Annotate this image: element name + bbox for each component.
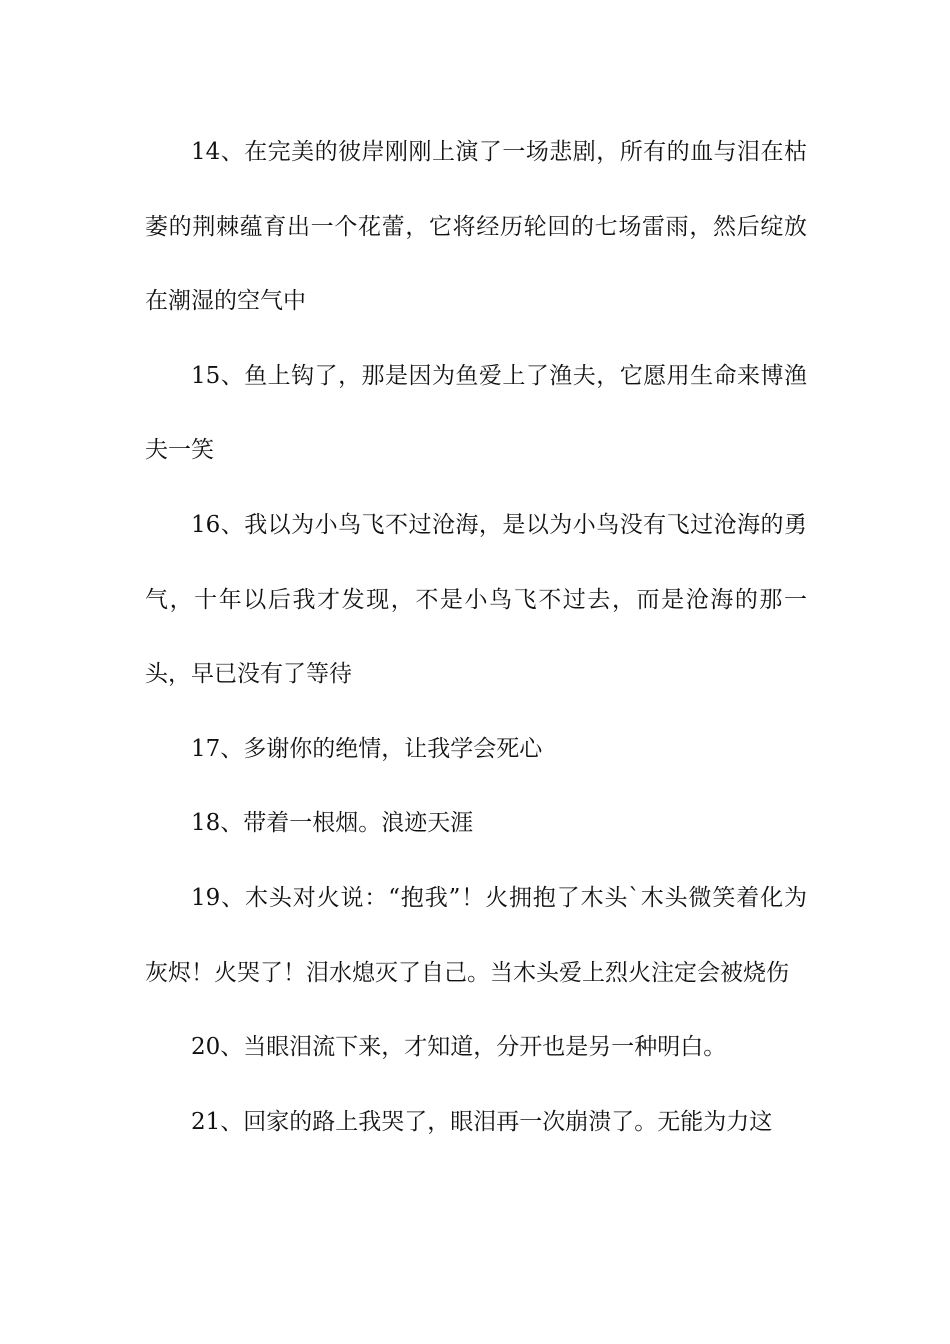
paragraph-15: 15、鱼上钩了，那是因为鱼爱上了渔夫，它愿用生命来博渔夫一笑	[145, 362, 807, 464]
paragraph-19: 19、木头对火说：“抱我”！火拥抱了木头`木头微笑着化为灰烬！火哭了！泪水熄灭了自己。当木头爱上烈火注定会被烧伤	[145, 884, 807, 986]
paragraph-17: 17、多谢你的绝情，让我学会死心	[191, 735, 543, 762]
document-body	[145, 115, 807, 1159]
paragraph-16: 16、我以为小鸟飞不过沧海，是以为小鸟没有飞过沧海的勇气，十年以后我才发现，不是小鸟飞不过去，而是沧海的那一头，早已没有了等待	[145, 511, 807, 688]
paragraph-21: 21、回家的路上我哭了，眼泪再一次崩溃了。无能为力这	[191, 1108, 773, 1135]
paragraph-18: 18、带着一根烟。浪迹天涯	[191, 810, 474, 837]
paragraph-14: 14、在完美的彼岸刚刚上演了一场悲剧，所有的血与泪在枯萎的荆棘蕴育出一个花蕾，它将经历轮回的七场雷雨，然后绽放在潮湿的空气中	[145, 139, 807, 315]
paragraph-20: 20、当眼泪流下来，才知道，分开也是另一种明白。	[191, 1034, 727, 1061]
